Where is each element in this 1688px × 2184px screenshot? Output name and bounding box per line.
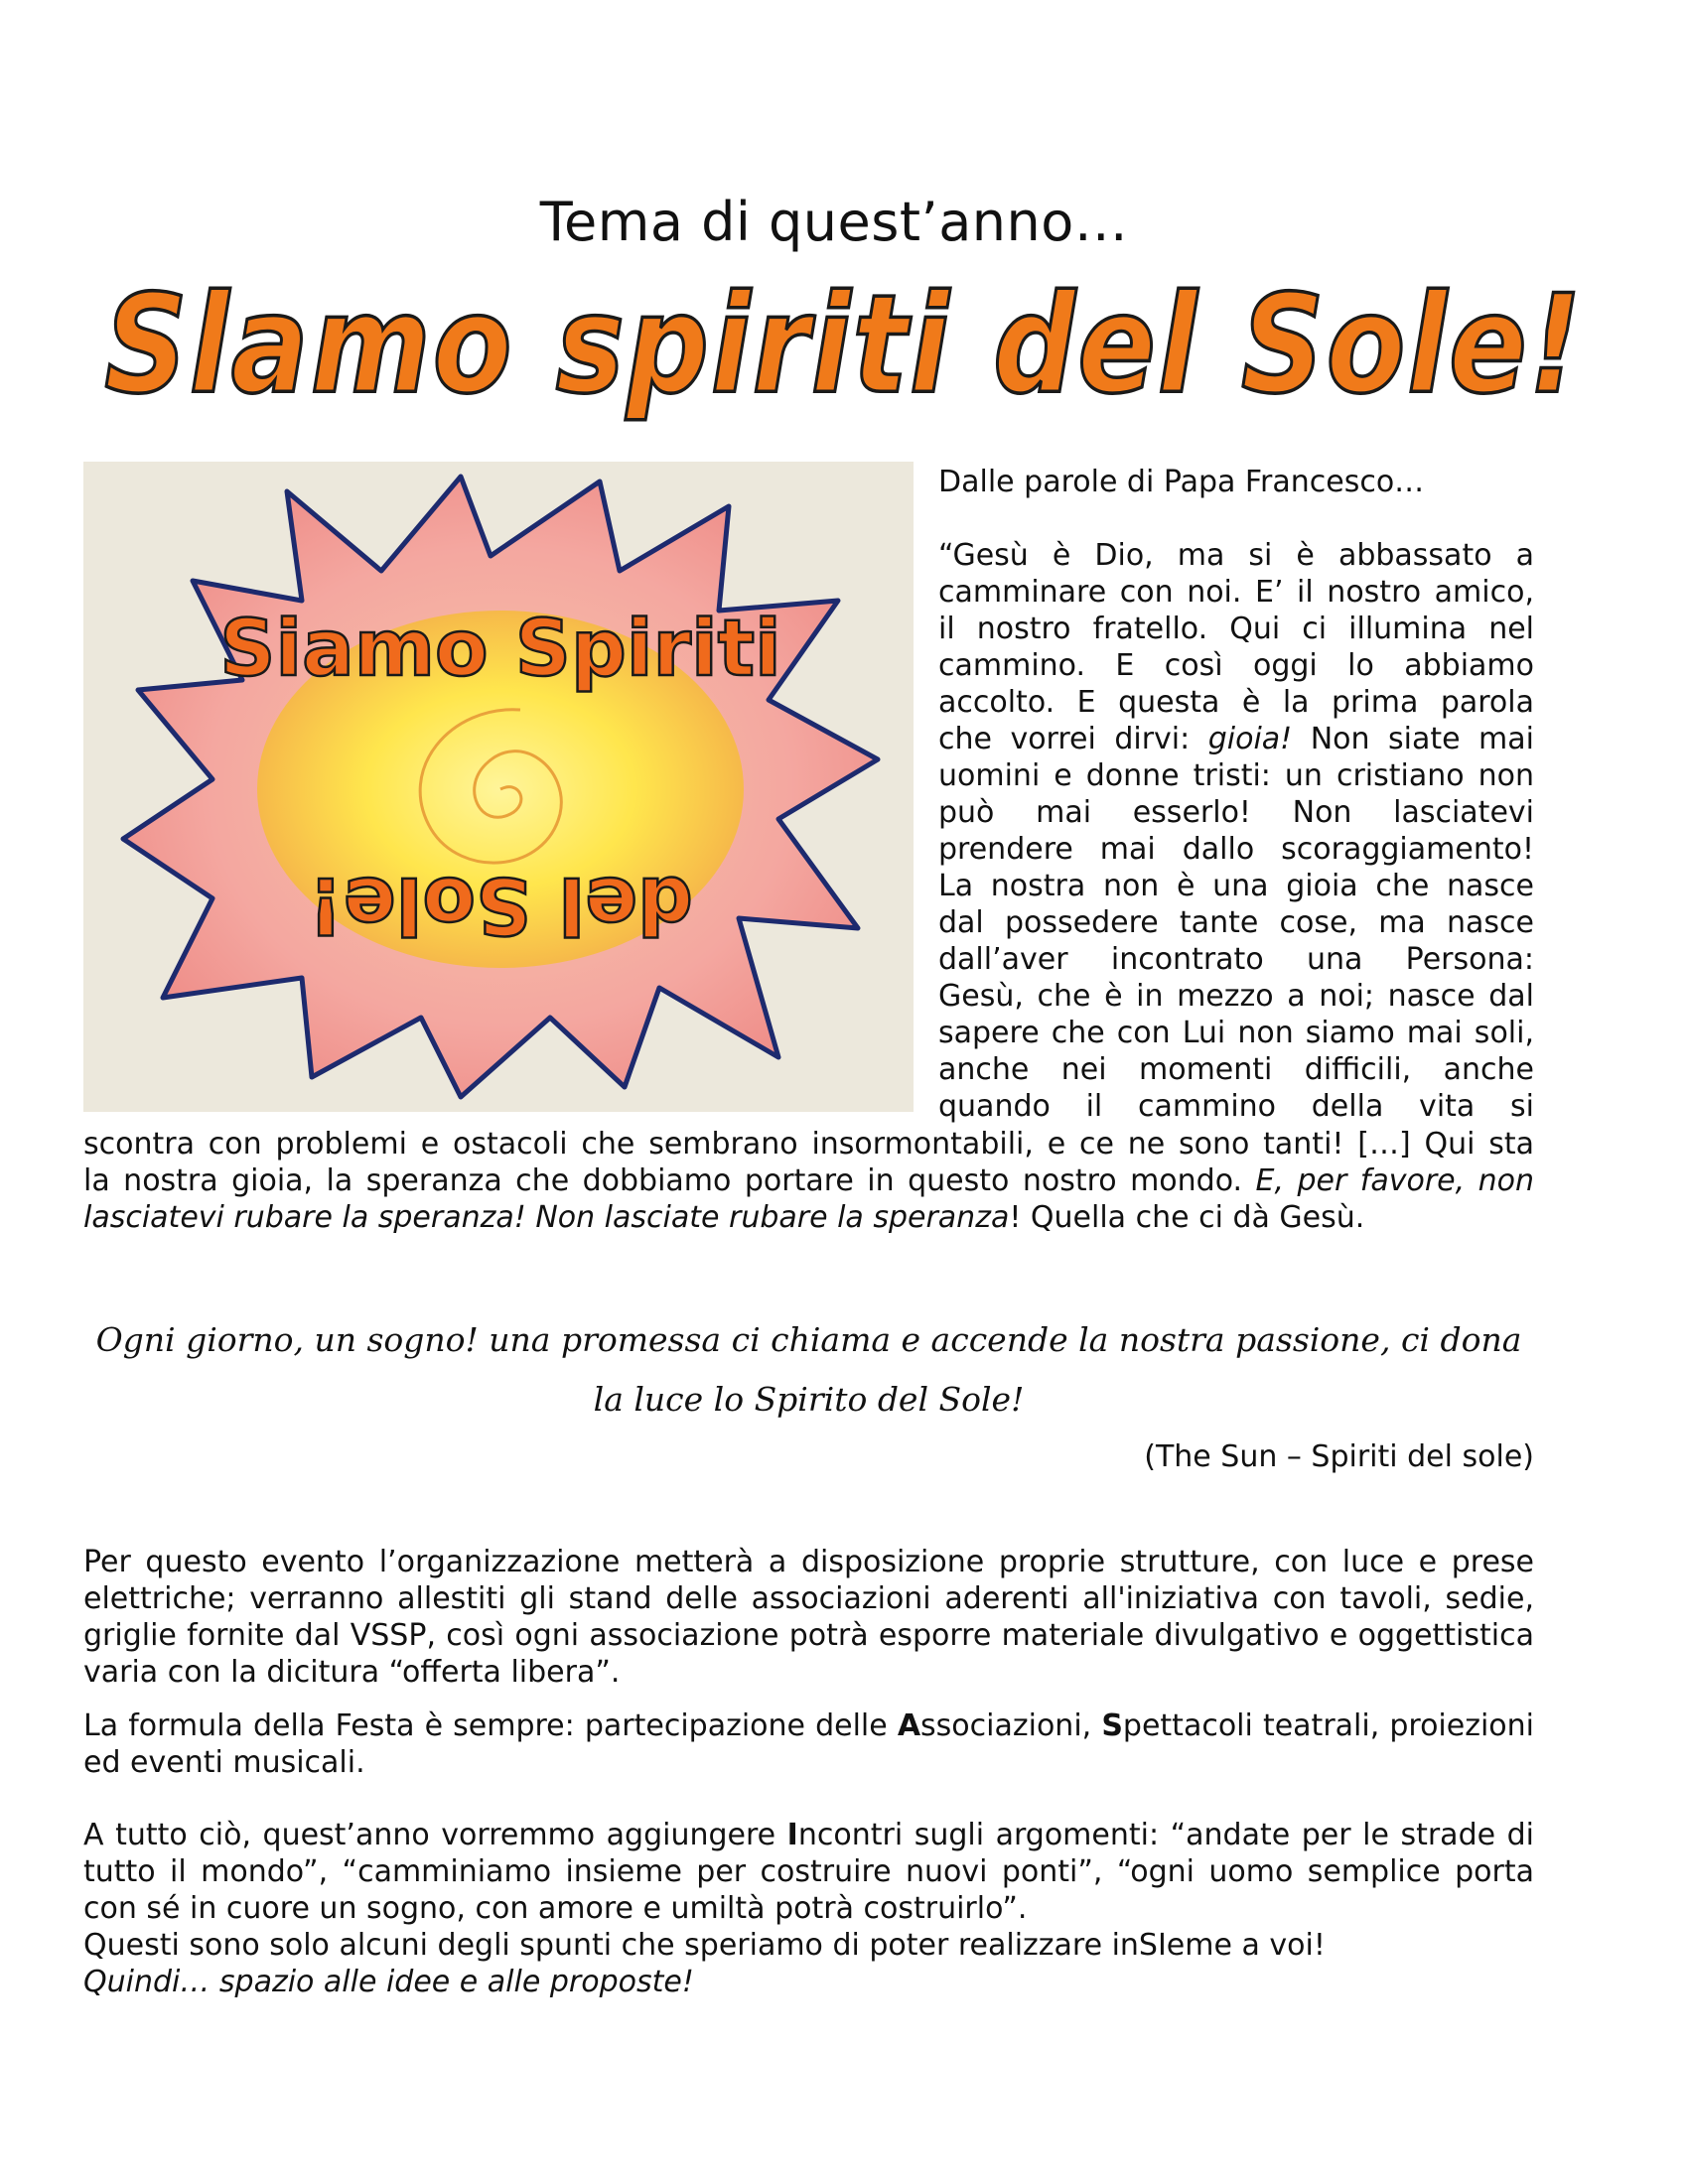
artwork-lettering-top: Siamo Spiriti	[219, 605, 781, 694]
text-run: ssociazioni,	[920, 1708, 1102, 1743]
quote-line: uomini e donne tristi: un cristiano non	[938, 758, 1534, 793]
quote-line: prendere mai dallo scoraggiamento!	[938, 832, 1534, 867]
paragraph-text: Per questo evento l’organizzazione metterà a disposizione proprie strutture, con luce e prese elettriche; verranno allestiti gli stand delle associazioni aderenti all'iniziativa con tavoli, sedie, griglie fornite dal VSSP, così ogni associazione potrà esporre materiale divulgativo e oggettistica varia con la dicitura “offerta libera”.	[83, 1545, 1534, 1690]
quote-line: “Gesù è Dio, ma si è abbassato a	[938, 538, 1534, 573]
body-paragraph-3	[83, 1817, 1534, 2000]
theme-title: Slamo spiriti del Sole!	[104, 266, 1584, 425]
closing-line: Quindi… spazio alle idee e alle proposte!	[83, 1965, 694, 1999]
quote-line: scontra con problemi e ostacoli che sembrano insormontabili, e ce ne sono tanti! […] Qui sta	[83, 1127, 1534, 1161]
bold-initial: I	[786, 1818, 798, 1852]
quote-text: ! Quella che ci dà Gesù.	[1009, 1200, 1365, 1235]
quote-line: dall’aver incontrato una Persona:	[938, 942, 1534, 977]
quote-line	[83, 1199, 1534, 1236]
bold-initial: S	[1101, 1708, 1123, 1743]
theme-kicker-text: Tema di quest’anno…	[539, 191, 1129, 253]
quote-text: che vorrei dirvi:	[938, 722, 1208, 756]
paragraph-text	[83, 1707, 1534, 1781]
quote-line-gioia	[938, 721, 1534, 757]
lyric-source: (The Sun – Spiriti del sole)	[1144, 1439, 1534, 1474]
paragraph-text: Questi sono solo alcuni degli spunti che speriamo di poter realizzare inSIeme a voi!	[83, 1928, 1326, 1963]
text-run: pettacoli teatrali, proiezioni ed eventi musicali.	[83, 1708, 1534, 1780]
quote-emphasis: gioia!	[1207, 722, 1293, 756]
quote-side-column	[938, 464, 1534, 1125]
body-paragraph-2	[83, 1707, 1534, 1781]
quote-emphasis: E, per favore, non	[1255, 1163, 1534, 1198]
quote-line: dal possedere tante cose, ma nasce	[938, 905, 1534, 940]
spacer	[938, 500, 1534, 537]
quote-line: La nostra non è una gioia che nasce	[938, 869, 1534, 903]
quote-line: il nostro fratello. Qui ci illumina nel	[938, 612, 1534, 646]
quote-line: cammino. E così oggi lo abbiamo	[938, 648, 1534, 683]
quote-line: anche nei momenti difficili, anche	[938, 1052, 1534, 1087]
text-run: A tutto ciò, quest’anno vorremmo aggiungere	[83, 1818, 787, 1852]
text-run: La formula della Festa è sempre: partecipazione delle	[83, 1708, 898, 1743]
quote-line: Gesù, che è in mezzo a noi; nasce dal	[938, 979, 1534, 1014]
quote-line: quando il cammino della vita si	[938, 1089, 1534, 1124]
bold-initial: A	[897, 1708, 921, 1743]
sun-artwork	[83, 462, 914, 1112]
quote-line: accolto. E questa è la prima parola	[938, 685, 1534, 720]
quote-intro: Dalle parole di Papa Francesco…	[938, 465, 1425, 499]
paragraph-text	[83, 1817, 1534, 1927]
quote-continuation	[83, 1126, 1534, 1236]
quote-line	[83, 1162, 1534, 1199]
body-paragraph-1	[83, 1544, 1534, 1691]
quote-line: camminare con noi. E’ il nostro amico,	[938, 575, 1534, 610]
quote-text: Non siate mai	[1292, 722, 1534, 756]
text-run: ncontri sugli argomenti: “andate per le strade di tutto il mondo”, “camminiamo insieme per costruire nuovi ponti”, “ogni uomo semplice porta con sé in cuore un sogno, con amore e umiltà potrà costruirlo”.	[83, 1818, 1534, 1926]
theme-kicker	[0, 191, 1688, 253]
lyric-line: la luce lo Spirito del Sole!	[593, 1380, 1025, 1419]
lyric-line: Ogni giorno, un sogno! una promessa ci chiama e accende la nostra passione, ci dona	[95, 1320, 1522, 1359]
quote-line: sapere che con Lui non siamo mai soli,	[938, 1016, 1534, 1050]
song-lyric	[83, 1310, 1534, 1430]
artwork-lettering-bottom: del Sole!	[308, 860, 693, 949]
quote-emphasis: lasciatevi rubare la speranza! Non lasciate rubare la speranza	[83, 1200, 1010, 1235]
quote-line: può mai esserlo! Non lasciatevi	[938, 795, 1534, 830]
quote-text: la nostra gioia, la speranza che dobbiamo portare in questo nostro mondo.	[83, 1163, 1256, 1198]
